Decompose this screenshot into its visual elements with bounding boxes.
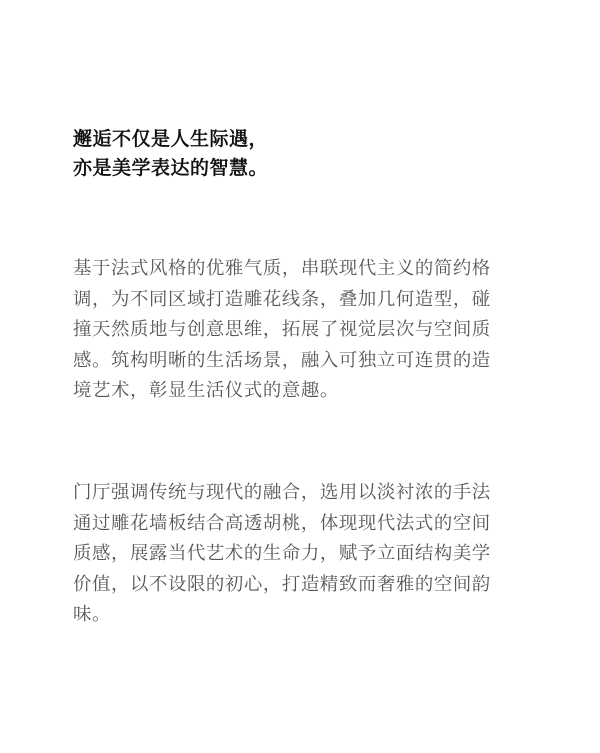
paragraph-line: 味。 <box>73 604 111 626</box>
paragraph-line: 价值，以不设限的初心，打造精致而奢雅的空间韵 <box>73 573 491 595</box>
heading <box>73 125 543 183</box>
paragraph-style-concept <box>73 254 543 407</box>
paragraph-line: 调，为不同区域打造雕花线条，叠加几何造型，碰 <box>73 288 491 310</box>
paragraph-foyer <box>73 478 543 631</box>
paragraph-line: 质感，展露当代艺术的生命力，赋予立面结构美学 <box>73 543 491 565</box>
heading-line: 亦是美学表达的智慧。 <box>73 157 269 179</box>
paragraph-line: 基于法式风格的优雅气质，串联现代主义的简约格 <box>73 258 491 279</box>
paragraph-line: 撞天然质地与创意思维，拓展了视觉层次与空间质 <box>73 319 491 341</box>
paragraph-line: 感。筑构明晰的生活场景，融入可独立可连贯的造 <box>73 349 491 371</box>
paragraph-line: 通过雕花墙板结合高透胡桃，体现现代法式的空间 <box>73 512 491 534</box>
paragraph-line: 门厅强调传统与现代的融合，选用以淡衬浓的手法 <box>73 482 491 503</box>
heading-line: 邂逅不仅是人生际遇， <box>73 128 269 150</box>
paragraph-line: 境艺术，彰显生活仪式的意趣。 <box>73 380 339 402</box>
